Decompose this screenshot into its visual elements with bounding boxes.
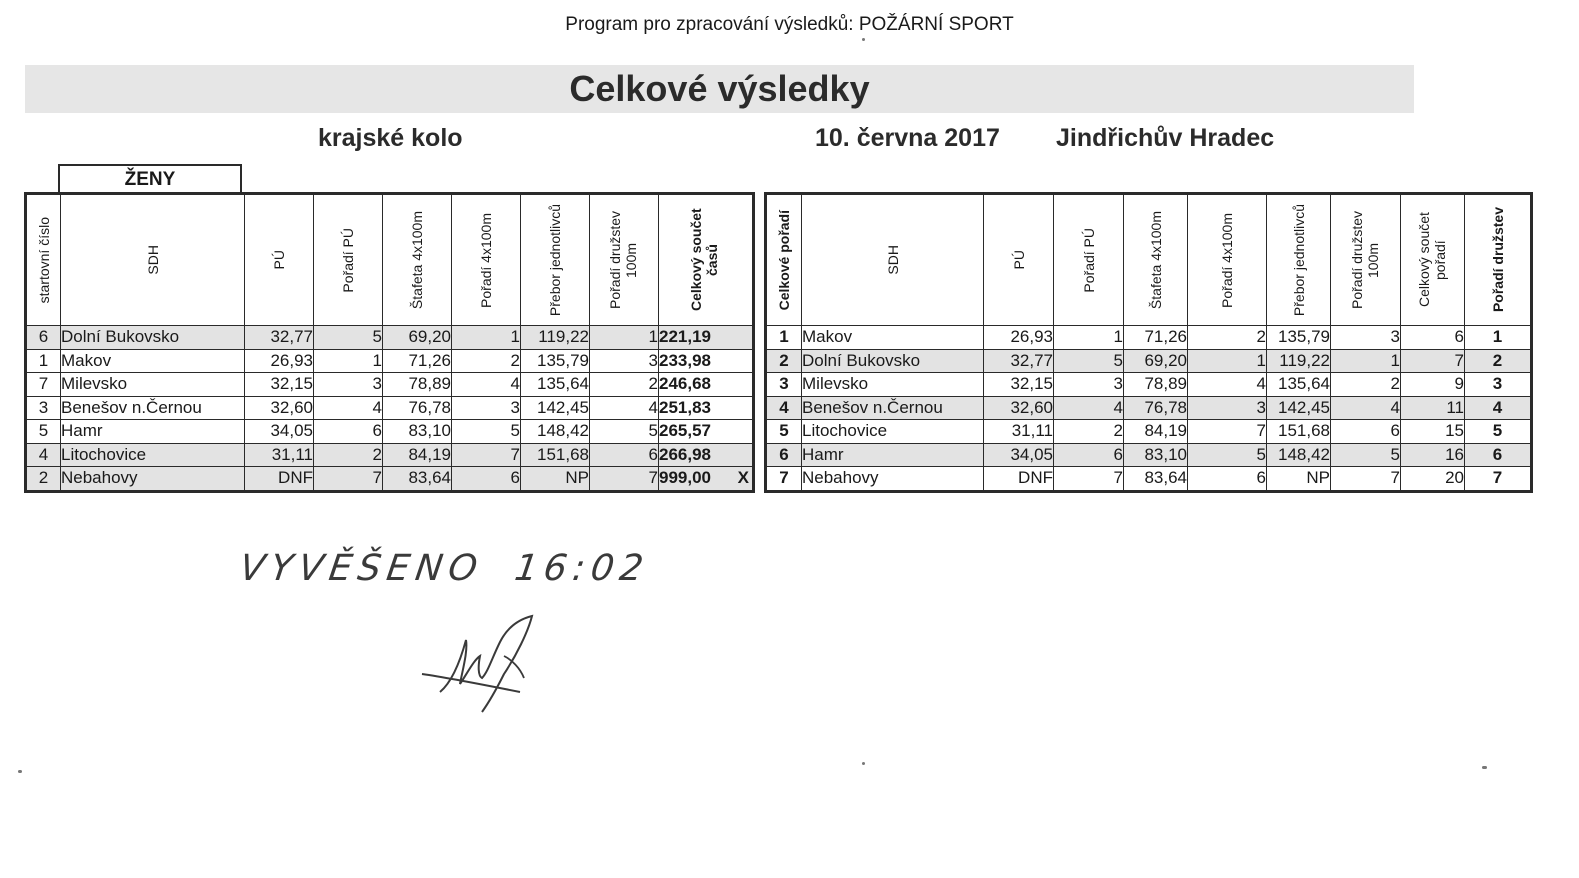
round-label: krajské kolo (318, 124, 463, 152)
disqualified-flag: X (737, 468, 749, 488)
col-relay: Štafeta 4x100m (1124, 194, 1188, 326)
table-row (26, 396, 754, 420)
pu-cell: 26,93 (984, 326, 1054, 350)
table-row (766, 373, 1532, 397)
start-number-cell: 5 (26, 420, 61, 444)
pu-rank-cell: 3 (314, 373, 383, 397)
total-time-value: 999,00 (659, 468, 711, 488)
sdh-cell: Milevsko (802, 373, 984, 397)
col-start-number: startovní číslo (26, 194, 61, 326)
start-number-cell: 3 (26, 396, 61, 420)
table-row (766, 420, 1532, 444)
individual-cell: 151,68 (1267, 420, 1331, 444)
col-pu: PÚ (984, 194, 1054, 326)
overall-rank-cell: 4 (766, 396, 802, 420)
relay-cell: 71,26 (383, 349, 452, 373)
col-relay-rank: Pořadí 4x100m (1188, 194, 1267, 326)
pu-rank-cell: 2 (1054, 420, 1124, 444)
signature-icon (420, 612, 545, 717)
total-time-cell (659, 443, 754, 467)
table-row (26, 373, 754, 397)
relay-rank-cell: 4 (1188, 373, 1267, 397)
sum-rank-cell: 11 (1401, 396, 1465, 420)
sdh-cell: Makov (802, 326, 984, 350)
relay-cell: 83,10 (383, 420, 452, 444)
overall-rank-cell: 7 (766, 467, 802, 492)
table-row (766, 396, 1532, 420)
start-number-cell: 7 (26, 373, 61, 397)
relay-rank-cell: 1 (452, 326, 521, 350)
col-sdh: SDH (802, 194, 984, 326)
total-time-value: 266,98 (659, 444, 711, 464)
start-number-cell: 4 (26, 443, 61, 467)
team100-rank-cell: 6 (590, 443, 659, 467)
pu-cell: 31,11 (984, 420, 1054, 444)
total-time-value: 233,98 (659, 350, 711, 370)
team100-rank-cell: 5 (590, 420, 659, 444)
relay-cell: 71,26 (1124, 326, 1188, 350)
total-time-value: 265,57 (659, 421, 711, 441)
table-row (26, 326, 754, 350)
col-relay: Štafeta 4x100m (383, 194, 452, 326)
relay-rank-cell: 3 (1188, 396, 1267, 420)
team100-rank-cell: 4 (1331, 396, 1401, 420)
total-time-cell (659, 396, 754, 420)
total-time-cell (659, 467, 754, 492)
sdh-cell: Benešov n.Černou (802, 396, 984, 420)
sum-rank-cell: 20 (1401, 467, 1465, 492)
relay-rank-cell: 5 (1188, 443, 1267, 467)
individual-cell: 142,45 (521, 396, 590, 420)
team-rank-cell: 5 (1465, 420, 1532, 444)
individual-cell: 148,42 (521, 420, 590, 444)
pu-cell: 32,77 (984, 349, 1054, 373)
team100-rank-cell: 2 (590, 373, 659, 397)
pu-rank-cell: 7 (1054, 467, 1124, 492)
team-rank-cell: 6 (1465, 443, 1532, 467)
col-pu-rank: Pořadí PÚ (314, 194, 383, 326)
header-row (766, 194, 1532, 326)
sdh-cell: Dolní Bukovsko (61, 326, 245, 350)
col-individual: Přebor jednotlivců (1267, 194, 1331, 326)
individual-cell: NP (521, 467, 590, 492)
pu-cell: 26,93 (245, 349, 314, 373)
pu-rank-cell: 5 (1054, 349, 1124, 373)
individual-cell: 135,79 (521, 349, 590, 373)
pu-cell: 32,15 (984, 373, 1054, 397)
relay-rank-cell: 2 (452, 349, 521, 373)
scan-speck (862, 762, 865, 765)
overall-rank-cell: 3 (766, 373, 802, 397)
team100-rank-cell: 1 (1331, 349, 1401, 373)
total-time-cell (659, 373, 754, 397)
sdh-cell: Milevsko (61, 373, 245, 397)
page-title: Celkové výsledky (569, 68, 870, 109)
sum-rank-cell: 7 (1401, 349, 1465, 373)
individual-cell: 135,64 (1267, 373, 1331, 397)
overall-ranking-table (764, 192, 1533, 493)
scan-speck (1482, 766, 1487, 769)
overall-rank-cell: 6 (766, 443, 802, 467)
team100-rank-cell: 3 (1331, 326, 1401, 350)
relay-cell: 83,64 (383, 467, 452, 492)
relay-cell: 83,10 (1124, 443, 1188, 467)
header-row (26, 194, 754, 326)
col-sdh: SDH (61, 194, 245, 326)
table-row (26, 467, 754, 492)
scan-speck (18, 770, 22, 773)
relay-rank-cell: 6 (452, 467, 521, 492)
scan-speck (862, 38, 865, 41)
individual-cell: 135,79 (1267, 326, 1331, 350)
table-row (26, 349, 754, 373)
team100-rank-cell: 4 (590, 396, 659, 420)
pu-cell: 34,05 (245, 420, 314, 444)
relay-rank-cell: 1 (1188, 349, 1267, 373)
date-label: 10. června 2017 (815, 124, 1000, 152)
program-caption: Program pro zpracování výsledků: POŽÁRNÍ SPORT (565, 14, 1014, 35)
posted-note: VYVĚŠENO (237, 548, 486, 589)
team-rank-cell: 7 (1465, 467, 1532, 492)
relay-cell: 83,64 (1124, 467, 1188, 492)
individual-cell: 148,42 (1267, 443, 1331, 467)
pu-rank-cell: 3 (1054, 373, 1124, 397)
team-rank-cell: 4 (1465, 396, 1532, 420)
relay-cell: 76,78 (383, 396, 452, 420)
relay-cell: 78,89 (1124, 373, 1188, 397)
pu-rank-cell: 2 (314, 443, 383, 467)
individual-cell: 135,64 (521, 373, 590, 397)
relay-rank-cell: 6 (1188, 467, 1267, 492)
pu-cell: DNF (984, 467, 1054, 492)
sdh-cell: Hamr (802, 443, 984, 467)
individual-cell: 119,22 (1267, 349, 1331, 373)
total-time-value: 221,19 (659, 327, 711, 347)
sdh-cell: Nebahovy (61, 467, 245, 492)
table-row (26, 443, 754, 467)
team-rank-cell: 2 (1465, 349, 1532, 373)
table-row (766, 443, 1532, 467)
pu-cell: DNF (245, 467, 314, 492)
team100-rank-cell: 2 (1331, 373, 1401, 397)
place-label: Jindřichův Hradec (1056, 124, 1275, 152)
total-time-value: 251,83 (659, 397, 711, 417)
sum-rank-cell: 16 (1401, 443, 1465, 467)
pu-cell: 31,11 (245, 443, 314, 467)
team100-rank-cell: 3 (590, 349, 659, 373)
team100-rank-cell: 7 (590, 467, 659, 492)
col-team-rank: Pořadí družstev (1465, 194, 1532, 326)
sdh-cell: Litochovice (802, 420, 984, 444)
start-number-cell: 1 (26, 349, 61, 373)
team100-rank-cell: 5 (1331, 443, 1401, 467)
individual-cell: 151,68 (521, 443, 590, 467)
relay-cell: 78,89 (383, 373, 452, 397)
relay-cell: 84,19 (1124, 420, 1188, 444)
pu-cell: 32,77 (245, 326, 314, 350)
start-number-cell: 2 (26, 467, 61, 492)
col-total-time: Celkový součet časů (659, 194, 754, 326)
col-sum-rank: Celkový součet pořadí (1401, 194, 1465, 326)
pu-cell: 32,15 (245, 373, 314, 397)
pu-rank-cell: 7 (314, 467, 383, 492)
relay-rank-cell: 7 (1188, 420, 1267, 444)
pu-cell: 34,05 (984, 443, 1054, 467)
col-pu-rank: Pořadí PÚ (1054, 194, 1124, 326)
table-row (766, 349, 1532, 373)
sdh-cell: Hamr (61, 420, 245, 444)
sum-rank-cell: 15 (1401, 420, 1465, 444)
table-row (766, 326, 1532, 350)
individual-cell: 142,45 (1267, 396, 1331, 420)
col-pu: PÚ (245, 194, 314, 326)
total-time-cell (659, 420, 754, 444)
relay-cell: 69,20 (1124, 349, 1188, 373)
sum-rank-cell: 6 (1401, 326, 1465, 350)
pu-rank-cell: 6 (1054, 443, 1124, 467)
sdh-cell: Nebahovy (802, 467, 984, 492)
team100-rank-cell: 7 (1331, 467, 1401, 492)
team-rank-cell: 3 (1465, 373, 1532, 397)
pu-rank-cell: 4 (314, 396, 383, 420)
pu-rank-cell: 4 (1054, 396, 1124, 420)
team100-rank-cell: 6 (1331, 420, 1401, 444)
relay-cell: 84,19 (383, 443, 452, 467)
sum-rank-cell: 9 (1401, 373, 1465, 397)
overall-rank-cell: 1 (766, 326, 802, 350)
table-row (766, 467, 1532, 492)
relay-cell: 76,78 (1124, 396, 1188, 420)
col-relay-rank: Pořadí 4x100m (452, 194, 521, 326)
overall-rank-cell: 2 (766, 349, 802, 373)
sdh-cell: Litochovice (61, 443, 245, 467)
category-label: ŽENY (58, 164, 242, 192)
col-team100-rank: Pořadí družstev 100m (590, 194, 659, 326)
pu-cell: 32,60 (245, 396, 314, 420)
individual-cell: NP (1267, 467, 1331, 492)
total-time-cell (659, 349, 754, 373)
sdh-cell: Dolní Bukovsko (802, 349, 984, 373)
total-time-cell (659, 326, 754, 350)
results-by-time-table (24, 192, 755, 493)
pu-cell: 32,60 (984, 396, 1054, 420)
title-banner (25, 65, 1414, 113)
start-number-cell: 6 (26, 326, 61, 350)
pu-rank-cell: 6 (314, 420, 383, 444)
overall-rank-cell: 5 (766, 420, 802, 444)
pu-rank-cell: 1 (1054, 326, 1124, 350)
relay-rank-cell: 7 (452, 443, 521, 467)
total-time-value: 246,68 (659, 374, 711, 394)
sdh-cell: Makov (61, 349, 245, 373)
relay-rank-cell: 4 (452, 373, 521, 397)
table-row (26, 420, 754, 444)
col-individual: Přebor jednotlivců (521, 194, 590, 326)
sdh-cell: Benešov n.Černou (61, 396, 245, 420)
individual-cell: 119,22 (521, 326, 590, 350)
relay-rank-cell: 2 (1188, 326, 1267, 350)
relay-rank-cell: 3 (452, 396, 521, 420)
posted-time: 16:02 (512, 548, 652, 589)
relay-rank-cell: 5 (452, 420, 521, 444)
col-overall-rank: Celkové pořadí (766, 194, 802, 326)
relay-cell: 69,20 (383, 326, 452, 350)
col-team100-rank: Pořadí družstev 100m (1331, 194, 1401, 326)
pu-rank-cell: 5 (314, 326, 383, 350)
team-rank-cell: 1 (1465, 326, 1532, 350)
pu-rank-cell: 1 (314, 349, 383, 373)
team100-rank-cell: 1 (590, 326, 659, 350)
